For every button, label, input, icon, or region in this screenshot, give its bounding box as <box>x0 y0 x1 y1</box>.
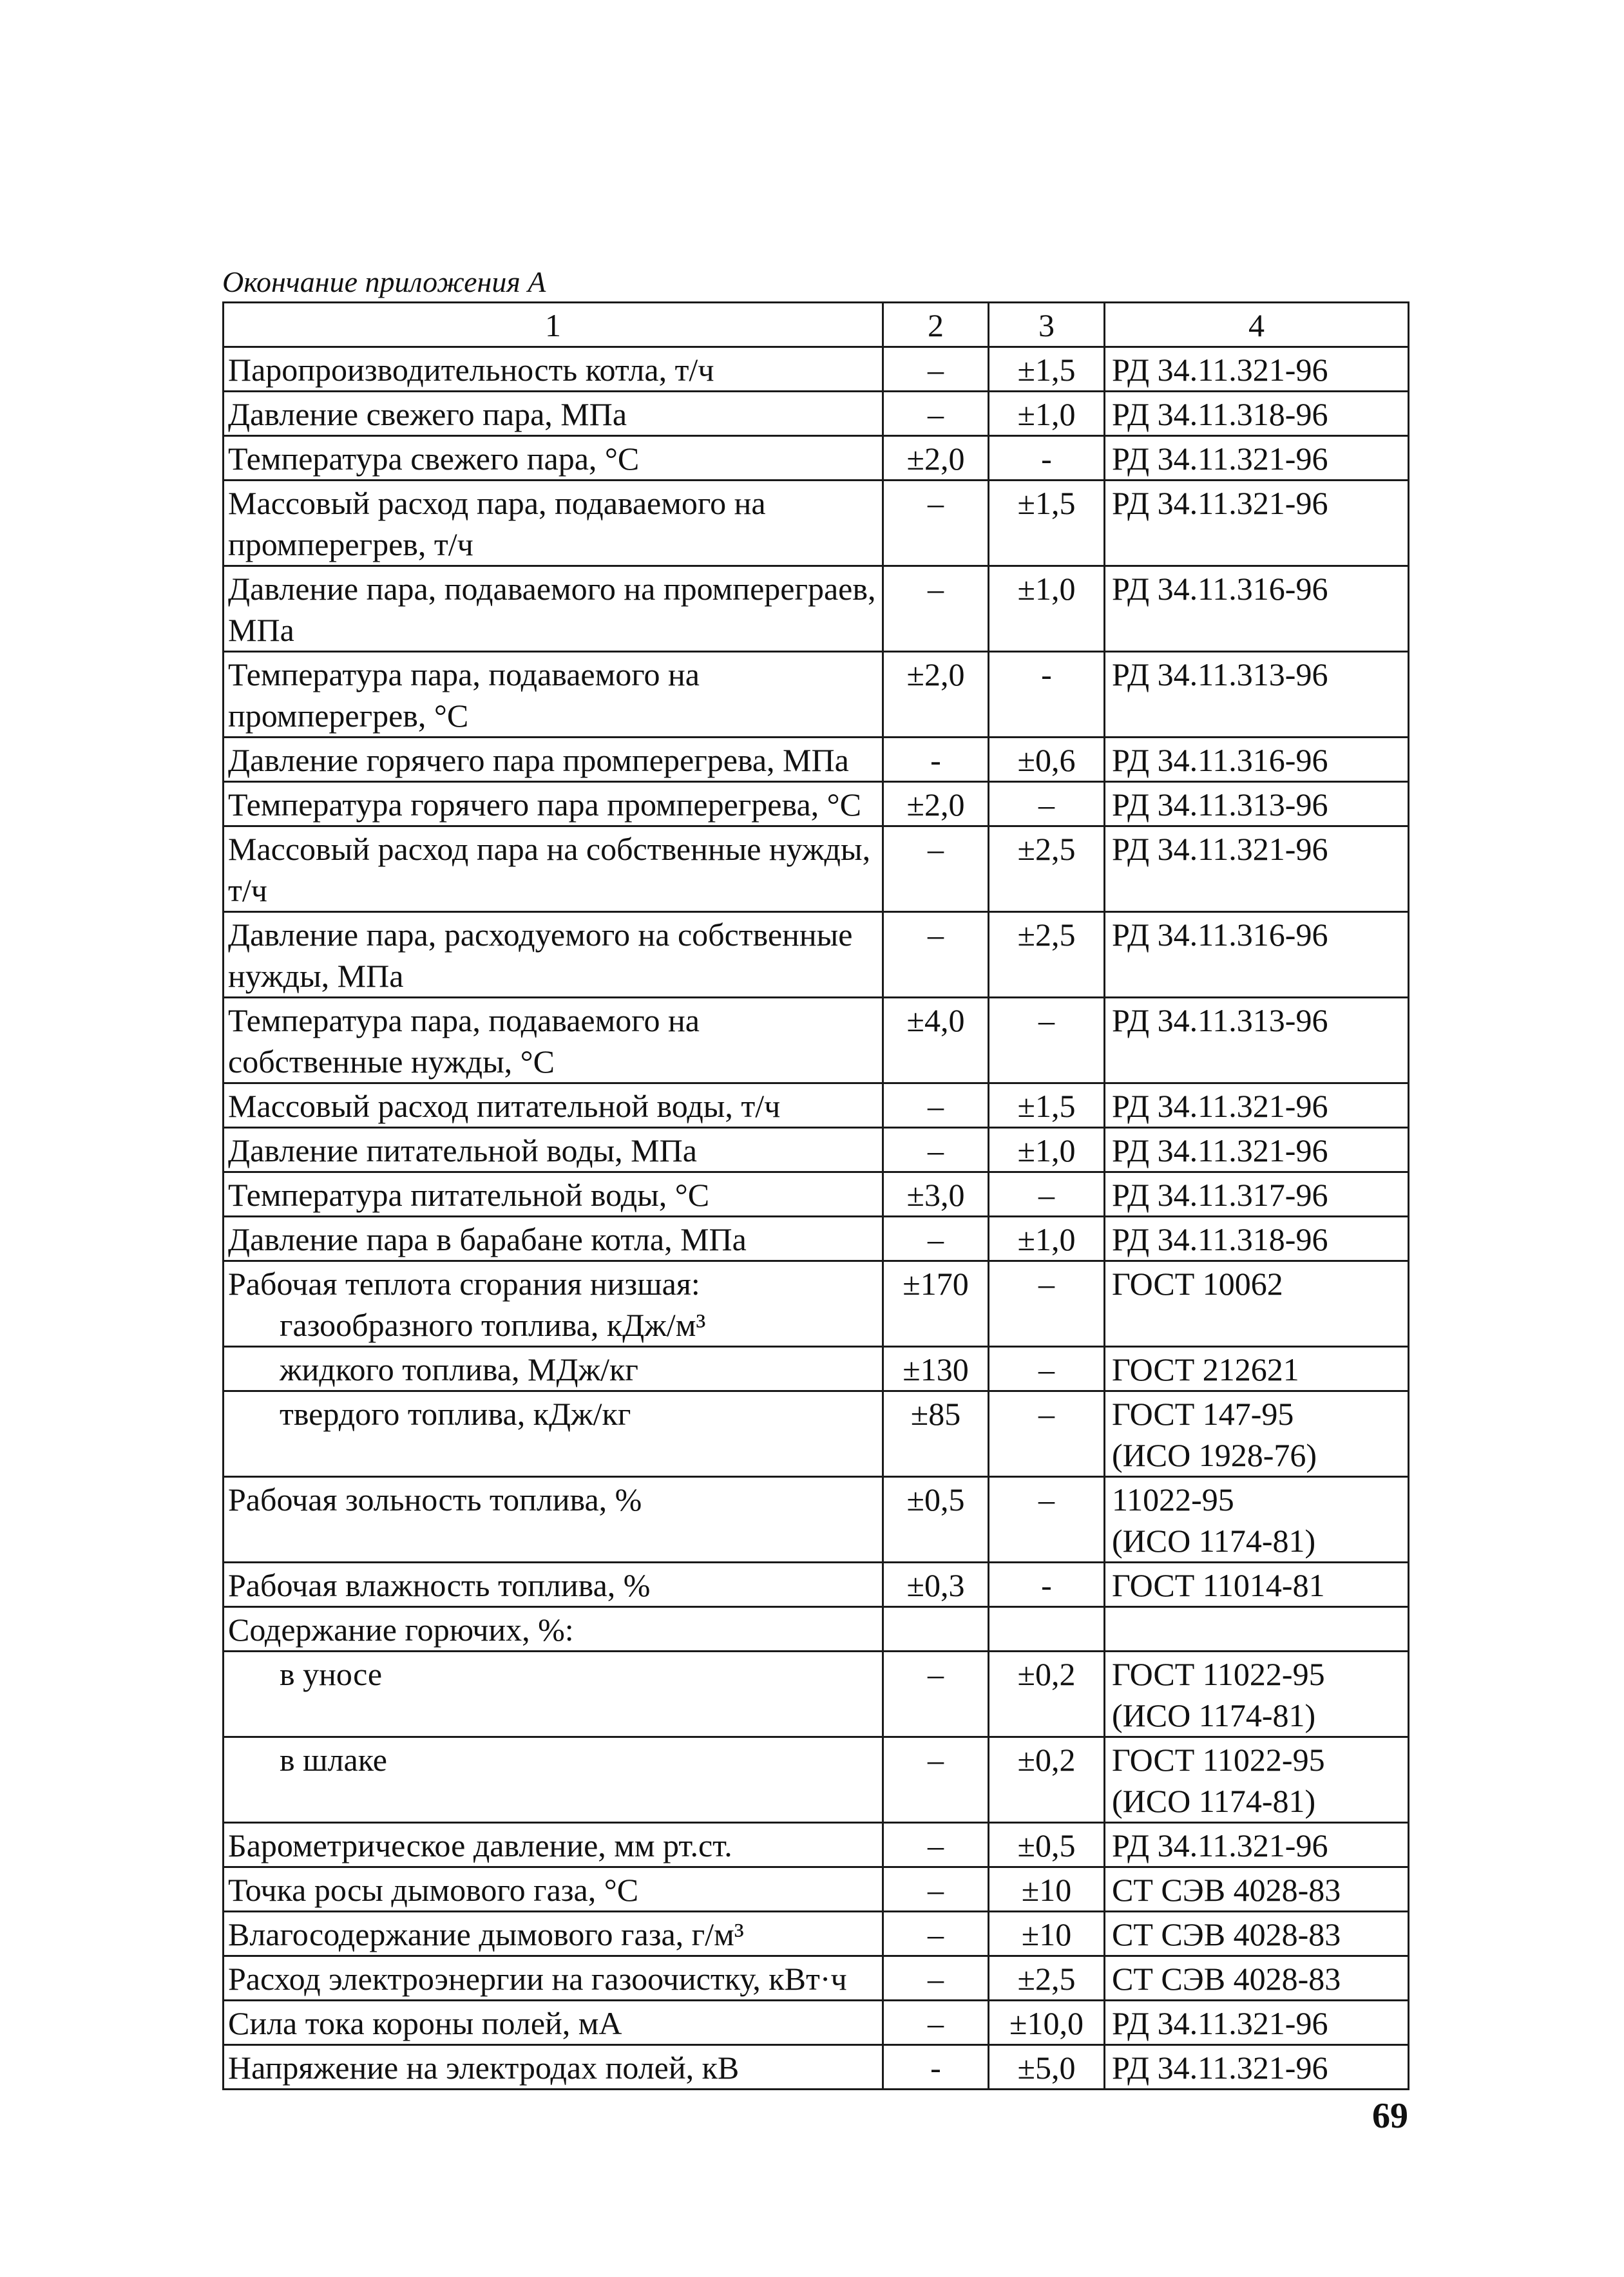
tolerance-col2-cell: - <box>883 738 989 782</box>
table-row <box>224 1607 1409 1652</box>
tolerance-col3-cell: – <box>989 1172 1105 1217</box>
parameter-cell <box>224 347 883 392</box>
standard-reference: РД 34.11.317-96 <box>1112 1177 1328 1213</box>
parameter-name: Массовый расход пара на собственные нужды, т/ч <box>228 831 871 908</box>
parameter-name: Давление питательной воды, МПа <box>228 1132 697 1168</box>
table-row <box>224 2045 1409 2090</box>
table-row <box>224 998 1409 1083</box>
tolerance-col3-cell: ±1,0 <box>989 566 1105 652</box>
standard-cell <box>1105 738 1409 782</box>
tolerance-col3-cell: – <box>989 782 1105 826</box>
standard-cell <box>1105 1563 1409 1607</box>
tolerance-col2-cell: ±3,0 <box>883 1172 989 1217</box>
table-row <box>224 738 1409 782</box>
standard-reference: ГОСТ 11022-95 <box>1112 1742 1325 1778</box>
tolerance-col2-cell: – <box>883 1083 989 1128</box>
parameter-cell <box>224 1128 883 1172</box>
standard-reference: РД 34.11.321-96 <box>1112 1827 1328 1863</box>
standard-reference: РД 34.11.318-96 <box>1112 396 1328 432</box>
parameter-cell <box>224 1172 883 1217</box>
table-row <box>224 1217 1409 1261</box>
parameter-name: Давление пара в барабане котла, МПа <box>228 1221 747 1257</box>
standard-cell <box>1105 1347 1409 1391</box>
tolerance-col2-cell: – <box>883 1956 989 2001</box>
parameter-cell <box>224 1823 883 1867</box>
table-row <box>224 1867 1409 1912</box>
table-caption: Окончание приложения А <box>222 265 546 298</box>
table-row <box>224 912 1409 998</box>
parameter-cell <box>224 1867 883 1912</box>
tolerance-col2-cell: ±0,3 <box>883 1563 989 1607</box>
table-row <box>224 566 1409 652</box>
tolerance-col2-cell: – <box>883 481 989 566</box>
parameter-cell <box>224 566 883 652</box>
standard-reference: РД 34.11.321-96 <box>1112 441 1328 477</box>
tolerance-col3-cell <box>989 1607 1105 1652</box>
tolerance-col3-cell: – <box>989 1261 1105 1347</box>
standard-cell <box>1105 1956 1409 2001</box>
standard-reference: РД 34.11.313-96 <box>1112 656 1328 692</box>
header-col-1: 1 <box>224 303 883 347</box>
tolerance-col3-cell: - <box>989 652 1105 738</box>
table-row <box>224 1912 1409 1956</box>
table-row <box>224 1956 1409 2001</box>
tolerance-col3-cell: – <box>989 1391 1105 1477</box>
standard-reference-iso: (ИСО 1174-81) <box>1112 1523 1316 1559</box>
table-row <box>224 1652 1409 1737</box>
parameter-cell <box>224 1737 883 1823</box>
tolerance-col2-cell: ±4,0 <box>883 998 989 1083</box>
standard-cell <box>1105 1912 1409 1956</box>
standard-cell <box>1105 347 1409 392</box>
parameter-name: Напряжение на электродах полей, кВ <box>228 2050 740 2086</box>
parameter-cell <box>224 738 883 782</box>
tolerance-col3-cell: ±1,5 <box>989 481 1105 566</box>
tolerance-col2-cell: – <box>883 1217 989 1261</box>
parameter-cell <box>224 481 883 566</box>
standard-cell <box>1105 436 1409 481</box>
tolerance-col3-cell: ±2,5 <box>989 1956 1105 2001</box>
standard-cell <box>1105 1128 1409 1172</box>
tolerance-col2-cell: – <box>883 1867 989 1912</box>
parameter-name: Влагосодержание дымового газа, г/м³ <box>228 1916 744 1952</box>
standard-cell <box>1105 826 1409 912</box>
table-row <box>224 1563 1409 1607</box>
tolerance-col2-cell: - <box>883 2045 989 2090</box>
tolerance-col3-cell: ±0,2 <box>989 1737 1105 1823</box>
tolerance-col2-cell: – <box>883 826 989 912</box>
parameter-name: Массовый расход пара, подаваемого на промперегрев, т/ч <box>228 485 766 562</box>
parameter-cell <box>224 436 883 481</box>
table-row <box>224 1128 1409 1172</box>
parameter-cell <box>224 1347 883 1391</box>
tolerance-col2-cell: – <box>883 347 989 392</box>
parameter-cell <box>224 1083 883 1128</box>
standard-cell <box>1105 1652 1409 1737</box>
table-row <box>224 1823 1409 1867</box>
parameter-cell <box>224 998 883 1083</box>
tolerance-col2-cell: – <box>883 392 989 436</box>
parameter-name: Рабочая зольность топлива, % <box>228 1481 642 1518</box>
tolerance-col3-cell: ±10 <box>989 1912 1105 1956</box>
parameter-name: Давление пара, расходуемого на собственные нужды, МПа <box>228 917 853 994</box>
standard-cell <box>1105 1083 1409 1128</box>
table-header-row <box>224 303 1409 347</box>
standard-reference: РД 34.11.321-96 <box>1112 2050 1328 2086</box>
tolerance-col3-cell: ±1,5 <box>989 1083 1105 1128</box>
tolerance-col2-cell: – <box>883 2001 989 2045</box>
standard-cell <box>1105 2001 1409 2045</box>
standard-reference: СТ СЭВ 4028-83 <box>1112 1961 1341 1997</box>
standard-reference-iso: (ИСО 1174-81) <box>1112 1783 1316 1819</box>
standard-cell <box>1105 1261 1409 1347</box>
data-table <box>222 301 1409 2090</box>
standard-cell <box>1105 392 1409 436</box>
tolerance-col2-cell: – <box>883 1128 989 1172</box>
standard-reference: 11022-95 <box>1112 1481 1234 1518</box>
parameter-cell <box>224 1217 883 1261</box>
tolerance-col2-cell: ±0,5 <box>883 1477 989 1563</box>
standard-reference: ГОСТ 147-95 <box>1112 1396 1294 1432</box>
parameter-name: Давление пара, подаваемого на промпереграев, МПа <box>228 571 876 648</box>
parameter-cell <box>224 2045 883 2090</box>
tolerance-col2-cell: ±2,0 <box>883 652 989 738</box>
table-row <box>224 1391 1409 1477</box>
tolerance-col2-cell: ±130 <box>883 1347 989 1391</box>
tolerance-col3-cell: ±0,5 <box>989 1823 1105 1867</box>
parameter-cell <box>224 782 883 826</box>
tolerance-col3-cell: - <box>989 436 1105 481</box>
tolerance-col3-cell: ±0,6 <box>989 738 1105 782</box>
parameter-name: Давление горячего пара промперегрева, МПа <box>228 742 849 778</box>
table-row <box>224 2001 1409 2045</box>
parameter-name: Температура горячего пара промперегрева, °С <box>228 786 861 823</box>
parameter-name: Температура питательной воды, °С <box>228 1177 710 1213</box>
tolerance-col3-cell: – <box>989 998 1105 1083</box>
tolerance-col2-cell: ±2,0 <box>883 436 989 481</box>
parameter-name: Массовый расход питательной воды, т/ч <box>228 1088 781 1124</box>
standard-reference: РД 34.11.318-96 <box>1112 1221 1328 1257</box>
standard-cell <box>1105 782 1409 826</box>
header-col-3: 3 <box>989 303 1105 347</box>
table-row <box>224 347 1409 392</box>
tolerance-col2-cell: – <box>883 1737 989 1823</box>
page-number: 69 <box>1372 2096 1408 2136</box>
standard-reference: РД 34.11.321-96 <box>1112 485 1328 521</box>
standard-reference: РД 34.11.316-96 <box>1112 571 1328 607</box>
tolerance-col3-cell: ±1,0 <box>989 1217 1105 1261</box>
tolerance-col2-cell: – <box>883 1823 989 1867</box>
standard-reference: ГОСТ 10062 <box>1112 1266 1283 1302</box>
standard-reference: ГОСТ 11014-81 <box>1112 1567 1325 1603</box>
standard-reference-iso: (ИСО 1928-76) <box>1112 1437 1317 1473</box>
table-row <box>224 481 1409 566</box>
standard-reference: РД 34.11.321-96 <box>1112 352 1328 388</box>
parameter-cell <box>224 1652 883 1737</box>
parameter-name: Давление свежего пара, МПа <box>228 396 627 432</box>
standard-cell <box>1105 1737 1409 1823</box>
standard-reference: СТ СЭВ 4028-83 <box>1112 1916 1341 1952</box>
standard-cell <box>1105 912 1409 998</box>
parameter-name: Точка росы дымового газа, °С <box>228 1872 639 1908</box>
tolerance-col2-cell: ±170 <box>883 1261 989 1347</box>
header-col-4: 4 <box>1105 303 1409 347</box>
tolerance-col3-cell: ±1,5 <box>989 347 1105 392</box>
standard-cell <box>1105 2045 1409 2090</box>
standard-cell <box>1105 1867 1409 1912</box>
table-row <box>224 782 1409 826</box>
parameter-cell <box>224 1607 883 1652</box>
parameter-name: Температура пара, подаваемого на собственные нужды, °С <box>228 1002 700 1080</box>
table-row <box>224 1347 1409 1391</box>
tolerance-col3-cell: – <box>989 1347 1105 1391</box>
parameter-cell <box>224 2001 883 2045</box>
parameter-cell <box>224 392 883 436</box>
parameter-name: жидкого топлива, МДж/кг <box>280 1351 638 1387</box>
table-row <box>224 1477 1409 1563</box>
table-row <box>224 436 1409 481</box>
tolerance-col3-cell: ±1,0 <box>989 1128 1105 1172</box>
standard-reference: СТ СЭВ 4028-83 <box>1112 1872 1341 1908</box>
parameter-cell <box>224 1391 883 1477</box>
parameter-cell <box>224 1477 883 1563</box>
standard-cell <box>1105 481 1409 566</box>
parameter-cell <box>224 1956 883 2001</box>
parameter-name: в шлаке <box>280 1742 387 1778</box>
tolerance-col2-cell <box>883 1607 989 1652</box>
standard-reference: РД 34.11.316-96 <box>1112 742 1328 778</box>
parameter-name: твердого топлива, кДж/кг <box>280 1396 631 1432</box>
parameter-name: Содержание горючих, %: <box>228 1612 574 1648</box>
tolerance-col3-cell: ±2,5 <box>989 912 1105 998</box>
standard-cell <box>1105 652 1409 738</box>
table-row <box>224 826 1409 912</box>
standard-cell <box>1105 1477 1409 1563</box>
tolerance-col3-cell: ±10 <box>989 1867 1105 1912</box>
table-row <box>224 652 1409 738</box>
standard-reference: РД 34.11.313-96 <box>1112 786 1328 823</box>
parameter-name: Температура пара, подаваемого на промперегрев, °С <box>228 656 700 734</box>
parameter-cell <box>224 912 883 998</box>
table-row <box>224 1083 1409 1128</box>
standard-cell <box>1105 1391 1409 1477</box>
standard-reference: РД 34.11.321-96 <box>1112 1088 1328 1124</box>
parameter-cell <box>224 652 883 738</box>
table-row <box>224 1261 1409 1347</box>
tolerance-col3-cell: - <box>989 1563 1105 1607</box>
standard-cell <box>1105 1607 1409 1652</box>
table-row <box>224 392 1409 436</box>
tolerance-col2-cell: – <box>883 912 989 998</box>
standard-reference: РД 34.11.321-96 <box>1112 2005 1328 2041</box>
parameter-name: Рабочая влажность топлива, % <box>228 1567 651 1603</box>
tolerance-col3-cell: ±1,0 <box>989 392 1105 436</box>
parameter-name: в уносе <box>280 1656 383 1692</box>
tolerance-col3-cell: ±2,5 <box>989 826 1105 912</box>
parameter-cell <box>224 826 883 912</box>
standard-cell <box>1105 1217 1409 1261</box>
tolerance-col3-cell: ±5,0 <box>989 2045 1105 2090</box>
standard-reference: РД 34.11.313-96 <box>1112 1002 1328 1038</box>
standard-cell <box>1105 1823 1409 1867</box>
tolerance-col2-cell: ±2,0 <box>883 782 989 826</box>
standard-reference: РД 34.11.321-96 <box>1112 1132 1328 1168</box>
tolerance-col2-cell: ±85 <box>883 1391 989 1477</box>
standard-reference: РД 34.11.316-96 <box>1112 917 1328 953</box>
tolerance-col3-cell: ±0,2 <box>989 1652 1105 1737</box>
standard-reference: ГОСТ 11022-95 <box>1112 1656 1325 1692</box>
parameter-subname: газообразного топлива, кДж/м³ <box>280 1307 706 1343</box>
tolerance-col2-cell: – <box>883 1912 989 1956</box>
tolerance-col2-cell: – <box>883 1652 989 1737</box>
parameter-name: Паропроизводительность котла, т/ч <box>228 352 714 388</box>
parameter-name: Сила тока короны полей, мА <box>228 2005 622 2041</box>
parameter-cell <box>224 1261 883 1347</box>
tolerance-col2-cell: – <box>883 566 989 652</box>
standard-reference: ГОСТ 212621 <box>1112 1351 1299 1387</box>
standard-cell <box>1105 566 1409 652</box>
table-row <box>224 1737 1409 1823</box>
parameter-name: Расход электроэнергии на газоочистку, кВт·ч <box>228 1961 847 1997</box>
tolerance-col3-cell: – <box>989 1477 1105 1563</box>
standard-cell <box>1105 998 1409 1083</box>
standard-cell <box>1105 1172 1409 1217</box>
parameter-name: Температура свежего пара, °С <box>228 441 640 477</box>
standard-reference: РД 34.11.321-96 <box>1112 831 1328 867</box>
table-row <box>224 1172 1409 1217</box>
parameter-cell <box>224 1563 883 1607</box>
table-body <box>224 347 1409 2090</box>
parameter-name: Барометрическое давление, мм рт.ст. <box>228 1827 732 1863</box>
parameter-name: Рабочая теплота сгорания низшая: <box>228 1266 700 1302</box>
header-col-2: 2 <box>883 303 989 347</box>
tolerance-col3-cell: ±10,0 <box>989 2001 1105 2045</box>
standard-reference-iso: (ИСО 1174-81) <box>1112 1697 1316 1733</box>
parameter-cell <box>224 1912 883 1956</box>
